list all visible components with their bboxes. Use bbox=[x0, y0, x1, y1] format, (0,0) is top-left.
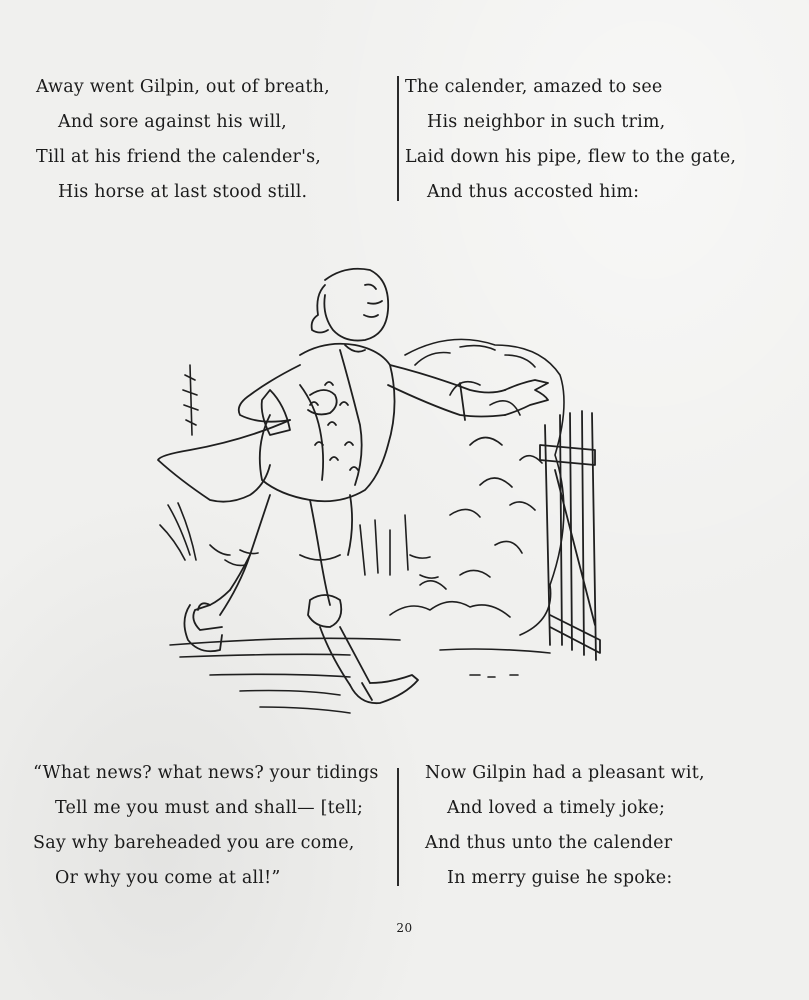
gate bbox=[540, 411, 600, 660]
running-gentleman-illustration bbox=[150, 255, 620, 730]
page-number: 20 bbox=[396, 921, 413, 935]
column-divider-top bbox=[397, 76, 399, 201]
verse-line: And sore against his will, bbox=[58, 112, 287, 132]
verse-line: Or why you come at all!” bbox=[55, 868, 281, 888]
verse-line: Tell me you must and shall— [tell; bbox=[55, 798, 364, 818]
verse-line: And loved a timely joke; bbox=[447, 798, 666, 818]
verse-line: The calender, amazed to see bbox=[405, 77, 663, 97]
verse-line: Now Gilpin had a pleasant wit, bbox=[425, 763, 705, 783]
ground-lines bbox=[170, 638, 550, 713]
verse-line: Away went Gilpin, out of breath, bbox=[36, 77, 330, 97]
verse-line: Till at his friend the calender's, bbox=[36, 147, 322, 167]
verse-line: Say why bareheaded you are come, bbox=[33, 833, 355, 853]
hedge bbox=[390, 339, 564, 635]
verse-line: Laid down his pipe, flew to the gate, bbox=[405, 147, 737, 167]
verse-line: “What news? what news? your tidings bbox=[33, 763, 379, 783]
stanza-bottom-right bbox=[425, 756, 705, 896]
verse-line: And thus unto the calender bbox=[425, 833, 673, 853]
verse-line: His horse at last stood still. bbox=[58, 182, 308, 202]
verse-line: And thus accosted him: bbox=[427, 182, 640, 202]
verse-line: His neighbor in such trim, bbox=[427, 112, 666, 132]
verse-line: In merry guise he spoke: bbox=[447, 868, 673, 888]
stanza-top-right bbox=[405, 70, 736, 210]
stanza-bottom-left bbox=[33, 756, 379, 896]
stanza-top-left bbox=[36, 70, 330, 210]
flowers-left bbox=[160, 365, 438, 578]
column-divider-bottom bbox=[397, 768, 399, 886]
